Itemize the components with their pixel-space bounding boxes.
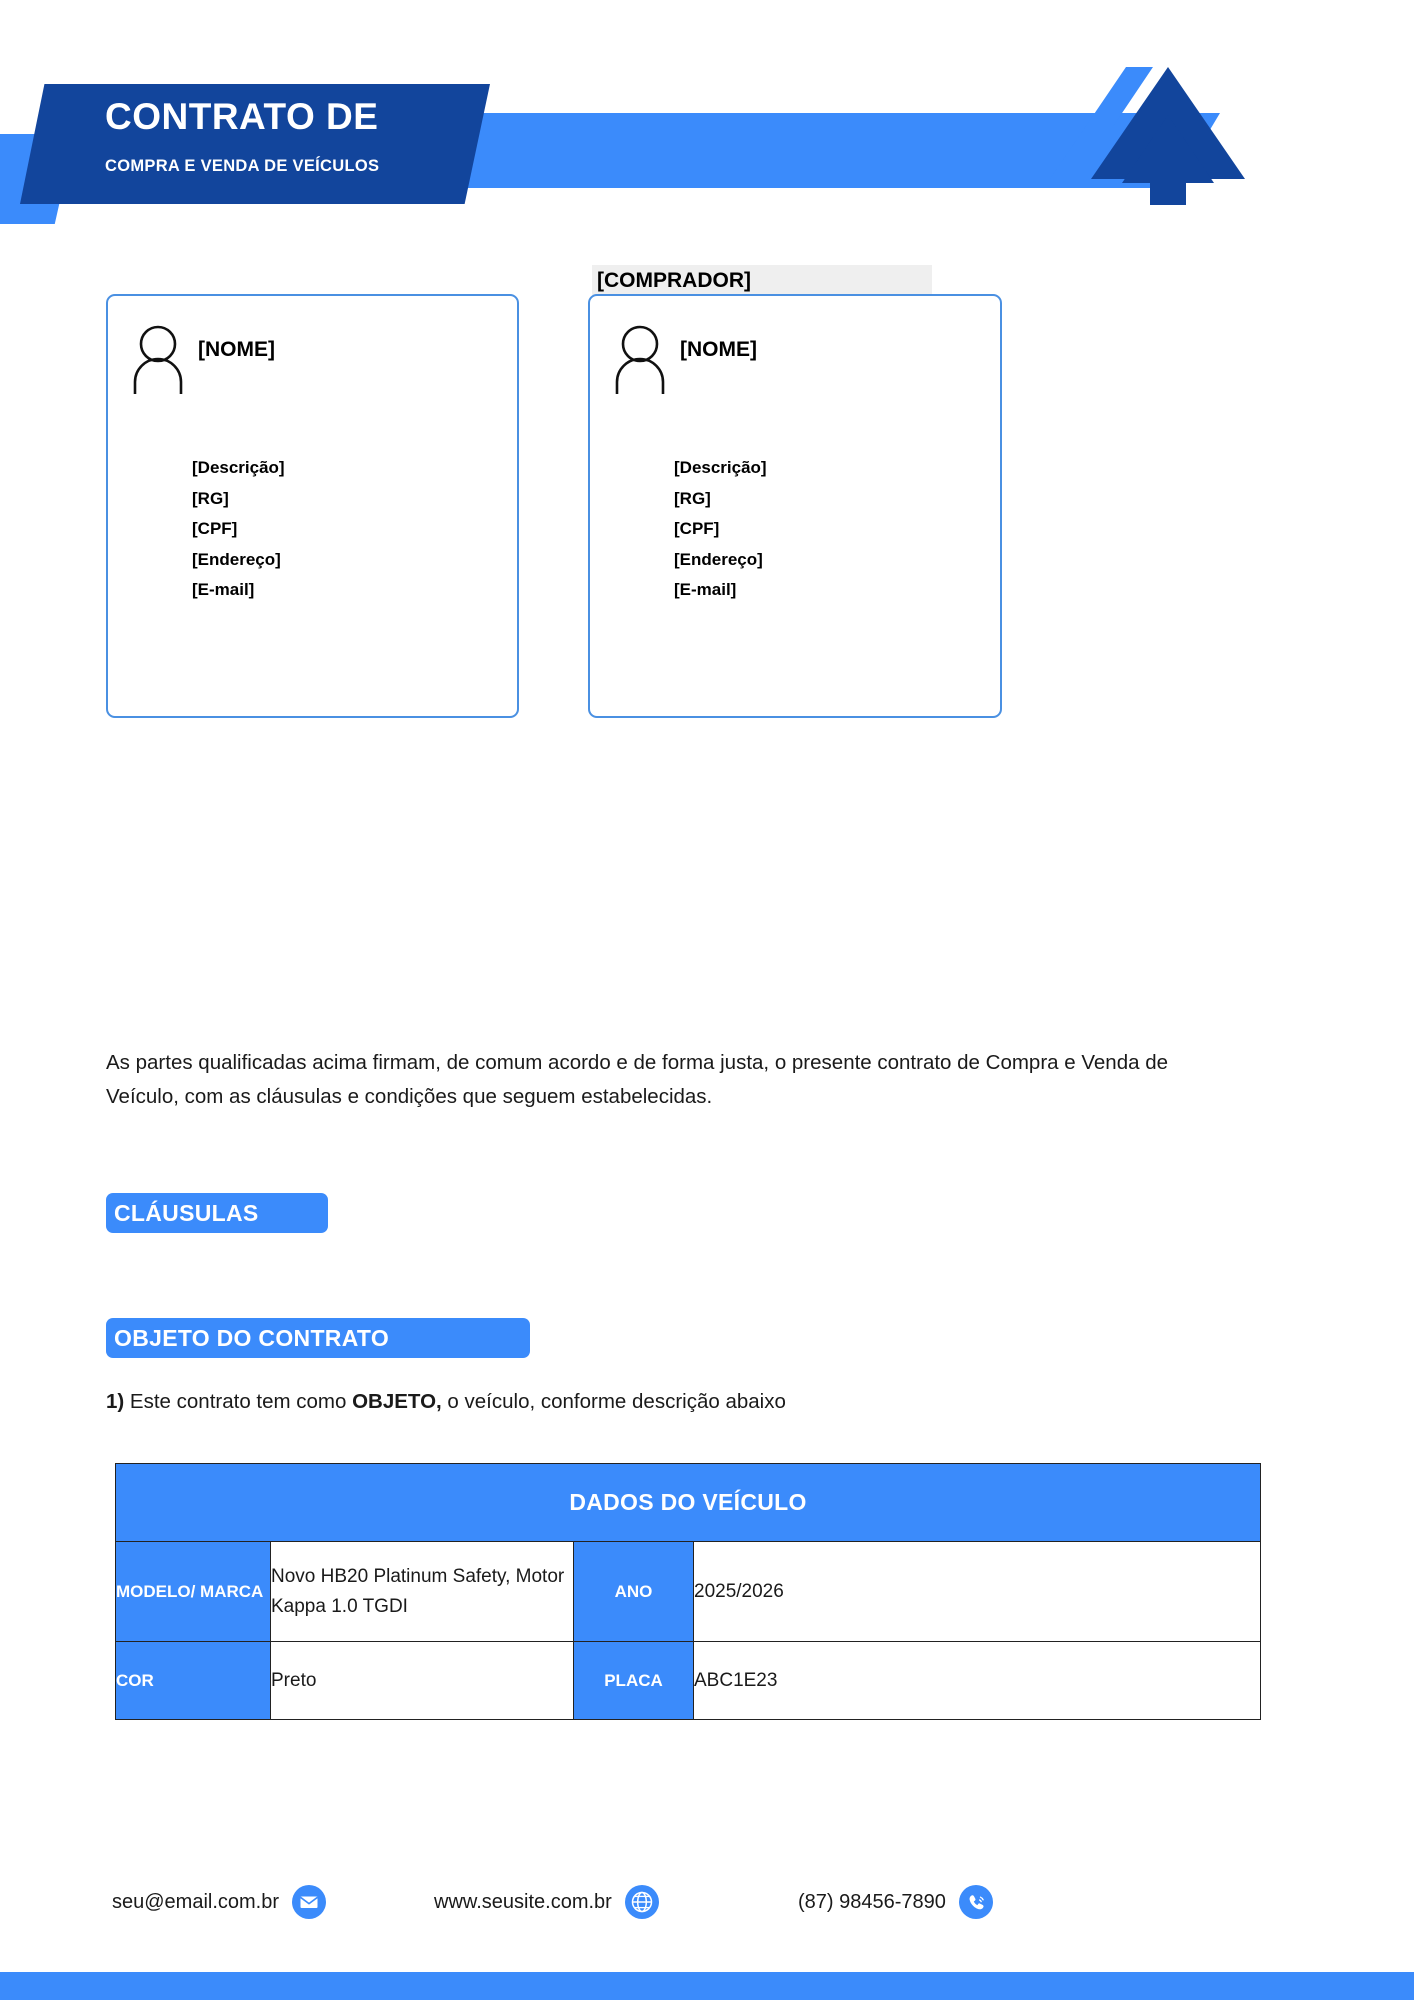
intro-paragraph: As partes qualificadas acima firmam, de comum acordo e de forma justa, o presente contrato de Compra e Venda de Veículo, com as cláusulas e condições que seguem estabelecidas. bbox=[106, 1051, 1168, 1108]
section-heading-clausulas-label: CLÁUSULAS bbox=[114, 1199, 259, 1226]
vehicle-data-table bbox=[115, 1463, 1261, 1720]
document-title: CONTRATO DE bbox=[105, 96, 379, 137]
vehicle-table-title: DADOS DO VEÍCULO bbox=[116, 1464, 1261, 1542]
table-row bbox=[116, 1542, 1261, 1642]
person-icon bbox=[130, 324, 186, 394]
section-heading-clausulas bbox=[106, 1193, 328, 1233]
header-blue-band bbox=[380, 113, 1160, 188]
table-row bbox=[116, 1642, 1261, 1720]
buyer-fields bbox=[674, 453, 767, 606]
table-title-row bbox=[116, 1464, 1261, 1542]
cell-label-placa: PLACA bbox=[574, 1642, 694, 1720]
seller-field-cpf: [CPF] bbox=[192, 519, 238, 539]
cell-value-placa: ABC1E23 bbox=[694, 1642, 1261, 1720]
buyer-field-email: [E-mail] bbox=[674, 580, 737, 600]
cell-label-modelo-marca: MODELO/ MARCA bbox=[116, 1542, 271, 1642]
seller-field-email: [E-mail] bbox=[192, 580, 255, 600]
buyer-name: [NOME] bbox=[680, 338, 757, 361]
footer-website-text: www.seusite.com.br bbox=[434, 1891, 612, 1913]
buyer-field-rg: [RG] bbox=[674, 488, 711, 508]
section-heading-objeto-label: OBJETO DO CONTRATO bbox=[114, 1324, 390, 1351]
up-arrow-logo-icon bbox=[1050, 55, 1245, 205]
footer-phone[interactable] bbox=[798, 1885, 993, 1919]
buyer-tag bbox=[592, 265, 932, 295]
footer-bottom-bar bbox=[0, 1972, 1414, 2000]
footer-website[interactable] bbox=[434, 1885, 659, 1919]
clause-1-text-after: o veículo, conforme descrição abaixo bbox=[441, 1390, 786, 1413]
document-header bbox=[0, 0, 1414, 265]
cell-label-ano: ANO bbox=[574, 1542, 694, 1642]
clause-1-emphasis: OBJETO, bbox=[352, 1390, 442, 1413]
cell-label-cor: COR bbox=[116, 1642, 271, 1720]
phone-icon bbox=[959, 1885, 993, 1919]
seller-party-card bbox=[106, 294, 519, 718]
clause-1-text-before: Este contrato tem como bbox=[124, 1390, 353, 1413]
person-icon bbox=[612, 324, 668, 394]
seller-field-descricao: [Descrição] bbox=[192, 458, 285, 477]
seller-name: [NOME] bbox=[198, 338, 275, 361]
seller-field-rg: [RG] bbox=[192, 488, 229, 508]
seller-field-endereco: [Endereço] bbox=[192, 549, 281, 569]
buyer-field-endereco: [Endereço] bbox=[674, 549, 763, 569]
buyer-party-card bbox=[588, 294, 1002, 718]
cell-value-cor: Preto bbox=[271, 1642, 574, 1720]
buyer-field-cpf: [CPF] bbox=[674, 519, 720, 539]
buyer-field-descricao: [Descrição] bbox=[674, 458, 767, 477]
footer-email-text: seu@email.com.br bbox=[112, 1891, 280, 1913]
document-subtitle: COMPRA E VENDA DE VEÍCULOS bbox=[105, 157, 380, 175]
cell-value-modelo-marca: Novo HB20 Platinum Safety, Motor Kappa 1.0 TGDI bbox=[271, 1542, 574, 1642]
cell-value-ano: 2025/2026 bbox=[694, 1542, 1261, 1642]
globe-icon bbox=[625, 1885, 659, 1919]
buyer-tag-label: [COMPRADOR] bbox=[597, 268, 751, 292]
footer-phone-text: (87) 98456-7890 bbox=[798, 1891, 946, 1913]
footer-email[interactable] bbox=[112, 1885, 326, 1919]
clause-1-paragraph bbox=[106, 1392, 786, 1413]
section-heading-objeto bbox=[106, 1318, 530, 1358]
seller-fields bbox=[192, 453, 285, 606]
clause-1-number: 1) bbox=[106, 1390, 125, 1413]
email-icon bbox=[292, 1885, 326, 1919]
